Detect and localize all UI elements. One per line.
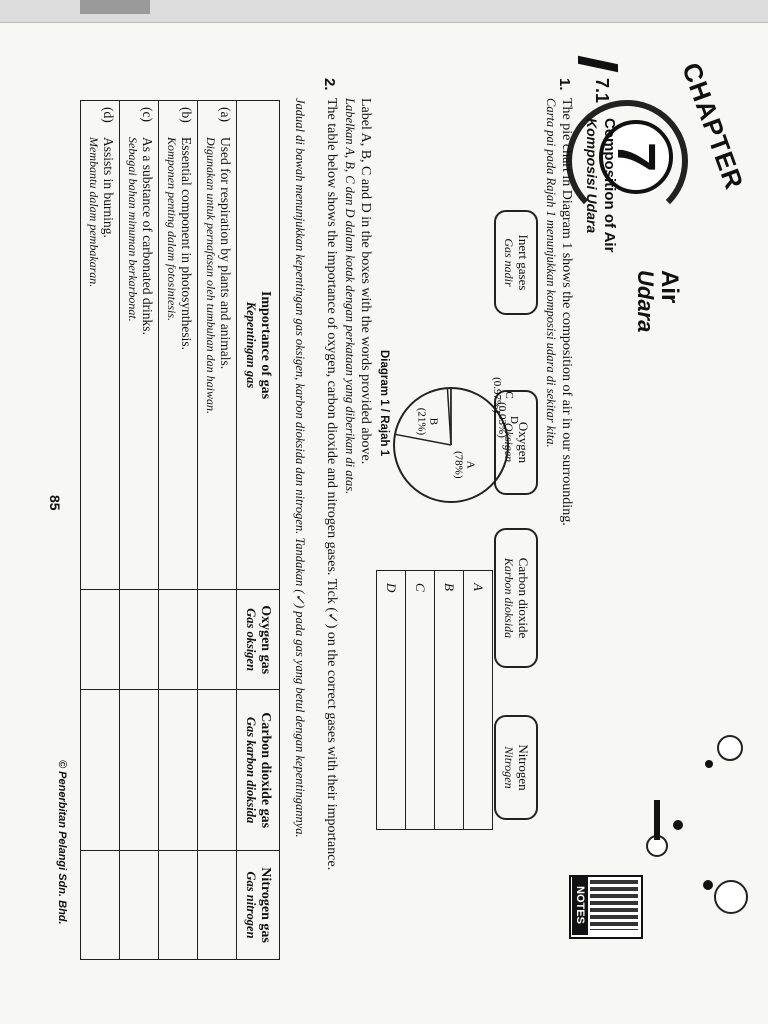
tick-cell-nitrogen[interactable] xyxy=(159,851,198,960)
importance-text: Used for respiration by plants and animals. xyxy=(218,137,233,370)
gas-word-ms: Nitrogen xyxy=(502,746,516,789)
answer-cell-d[interactable]: D xyxy=(377,571,406,830)
tick-cell-carbon-dioxide[interactable] xyxy=(120,690,159,851)
diagram-caption: Diagram 1 / Rajah 1 xyxy=(378,350,390,457)
importance-cell xyxy=(120,101,159,590)
importance-text-ms: Membantu dalam pembakaran. xyxy=(87,137,101,288)
importance-text: Essential component in photosynthesis. xyxy=(179,137,194,350)
q1-instruction-ms: Labelkan A, B, C dan D dalam kotak dengan perkataan yang diberikan di atas. xyxy=(343,98,357,495)
q1-text-ms: Carta pai pada Rajah 1 menunjukkan komposisi udara di sekitar kita. xyxy=(544,98,558,448)
importance-text-ms: Sebagai bahan minuman berkarbonat. xyxy=(126,137,140,322)
chapter-title: Air xyxy=(656,270,683,304)
answer-cell-b[interactable]: B xyxy=(435,571,464,830)
gas-word: Inert gases xyxy=(516,234,531,291)
q1-number: 1. xyxy=(556,78,573,91)
copyright-notice: © Penerbitan Pelangi Sdn. Bhd. xyxy=(56,760,68,925)
gas-word-ms: Karbon dioksida xyxy=(502,557,516,639)
col-header-importance xyxy=(237,101,280,590)
importance-cell xyxy=(159,101,198,590)
decor-dot xyxy=(703,880,713,890)
decor-dot xyxy=(705,760,713,768)
table-row xyxy=(120,101,159,960)
row-label: (b) xyxy=(179,107,194,123)
pie-label-a: A xyxy=(464,460,477,469)
q2-number: 2. xyxy=(321,78,338,91)
pie-label-b: B xyxy=(427,417,440,426)
decor-circle xyxy=(714,880,748,914)
tick-cell-nitrogen[interactable] xyxy=(81,851,120,960)
tick-cell-carbon-dioxide[interactable] xyxy=(198,690,237,851)
pie-label-c: C xyxy=(503,391,515,399)
importance-cell xyxy=(198,101,237,590)
qr-code-icon xyxy=(590,880,638,930)
tick-cell-nitrogen[interactable] xyxy=(120,851,159,960)
table-row xyxy=(81,101,120,960)
tick-cell-nitrogen[interactable] xyxy=(198,851,237,960)
pie-value-label-a: (78%) xyxy=(452,451,465,479)
importance-text-ms: Komponen penting dalam fotosintesis. xyxy=(165,137,179,321)
label-answer-table xyxy=(376,570,493,830)
header-en: Nitrogen gas xyxy=(258,867,273,943)
answer-cell-c[interactable]: C xyxy=(406,571,435,830)
section-title: Composition of Air xyxy=(601,118,618,253)
tick-cell-carbon-dioxide[interactable] xyxy=(159,690,198,851)
gas-word: Carbon dioxide xyxy=(516,557,531,639)
row-label: (c) xyxy=(140,107,155,122)
chapter-number: 7 xyxy=(599,120,673,194)
importance-cell xyxy=(81,101,120,590)
header-ms: Gas karbon dioksida xyxy=(244,717,258,824)
section-title-ms: Komposisi Udara xyxy=(584,118,600,234)
importance-text: As a substance of carbonated drinks. xyxy=(140,137,155,335)
header-en: Oxygen gas xyxy=(258,605,273,675)
notes-label: NOTES xyxy=(572,875,588,935)
chapter-word: CHAPTER xyxy=(676,58,750,194)
pie-value-label-c: (0.97%) xyxy=(491,377,503,413)
table-row xyxy=(435,571,464,830)
tick-cell-oxygen[interactable] xyxy=(120,590,159,690)
col-header-nitrogen xyxy=(237,851,280,960)
answer-cell-a[interactable]: A xyxy=(464,571,493,830)
pie-chart xyxy=(388,270,520,570)
gas-word-ms: Oksigen xyxy=(502,422,516,463)
pie-label-d: D xyxy=(508,416,520,424)
tick-cell-carbon-dioxide[interactable] xyxy=(81,690,120,851)
gas-word: Nitrogen xyxy=(516,744,531,791)
header-ms: Kepentingan gas xyxy=(244,301,258,389)
gas-word-ms: Gas nadir xyxy=(502,238,516,287)
col-header-oxygen xyxy=(237,590,280,690)
table-row xyxy=(198,101,237,960)
header-ms: Gas nitrogen xyxy=(244,871,258,939)
q2-text: The table below shows the importance of oxygen, carbon dioxide and nitrogen gases. Tick (✓) on the correct gases with their importance. xyxy=(324,98,339,871)
gas-word-box xyxy=(494,715,538,820)
gas-word: Oxygen xyxy=(516,421,531,464)
tick-cell-oxygen[interactable] xyxy=(159,590,198,690)
chapter-title-ms: Udara xyxy=(633,270,658,333)
q1-text: The pie chart in Diagram 1 shows the composition of air in our surrounding. xyxy=(559,98,574,526)
decor-dot xyxy=(673,820,683,830)
row-label: (a) xyxy=(218,107,233,122)
table-row xyxy=(377,571,406,830)
table-header-row xyxy=(237,101,280,960)
section-number: 7.1 xyxy=(592,78,612,104)
section-bar xyxy=(578,56,618,73)
header-ms: Gas oksigen xyxy=(244,608,258,672)
pie-value-label-d: (0.03%) xyxy=(496,402,508,438)
pie-slice-edge-b xyxy=(395,434,451,445)
header-en: Carbon dioxide gas xyxy=(258,712,273,829)
col-header-carbon-dioxide xyxy=(237,690,280,851)
gas-importance-table xyxy=(80,100,280,960)
tick-cell-oxygen[interactable] xyxy=(81,590,120,690)
header-en: Importance of gas xyxy=(258,290,273,400)
table-row xyxy=(406,571,435,830)
row-label: (d) xyxy=(101,107,116,123)
q2-text-ms: Jadual di bawah menunjukkan kepentingan gas oksigen, karbon dioksida dan nitrogen. Tandakan (✓) pada gas yang betul dengan kepentingannya. xyxy=(293,98,307,838)
pie-value-label-b: (21%) xyxy=(415,407,428,436)
table-row xyxy=(464,571,493,830)
tick-cell-oxygen[interactable] xyxy=(198,590,237,690)
page-number: 85 xyxy=(47,495,63,511)
importance-text-ms: Digunakan untuk pernafasan oleh tumbuhan dan haiwan. xyxy=(204,137,218,414)
importance-text: Assists in burning. xyxy=(101,137,116,238)
table-row xyxy=(159,101,198,960)
decor-bond xyxy=(654,800,660,840)
decor-circle xyxy=(717,735,743,761)
q1-instruction: Label A, B, C and D in the boxes with the words provided above. xyxy=(358,98,373,465)
